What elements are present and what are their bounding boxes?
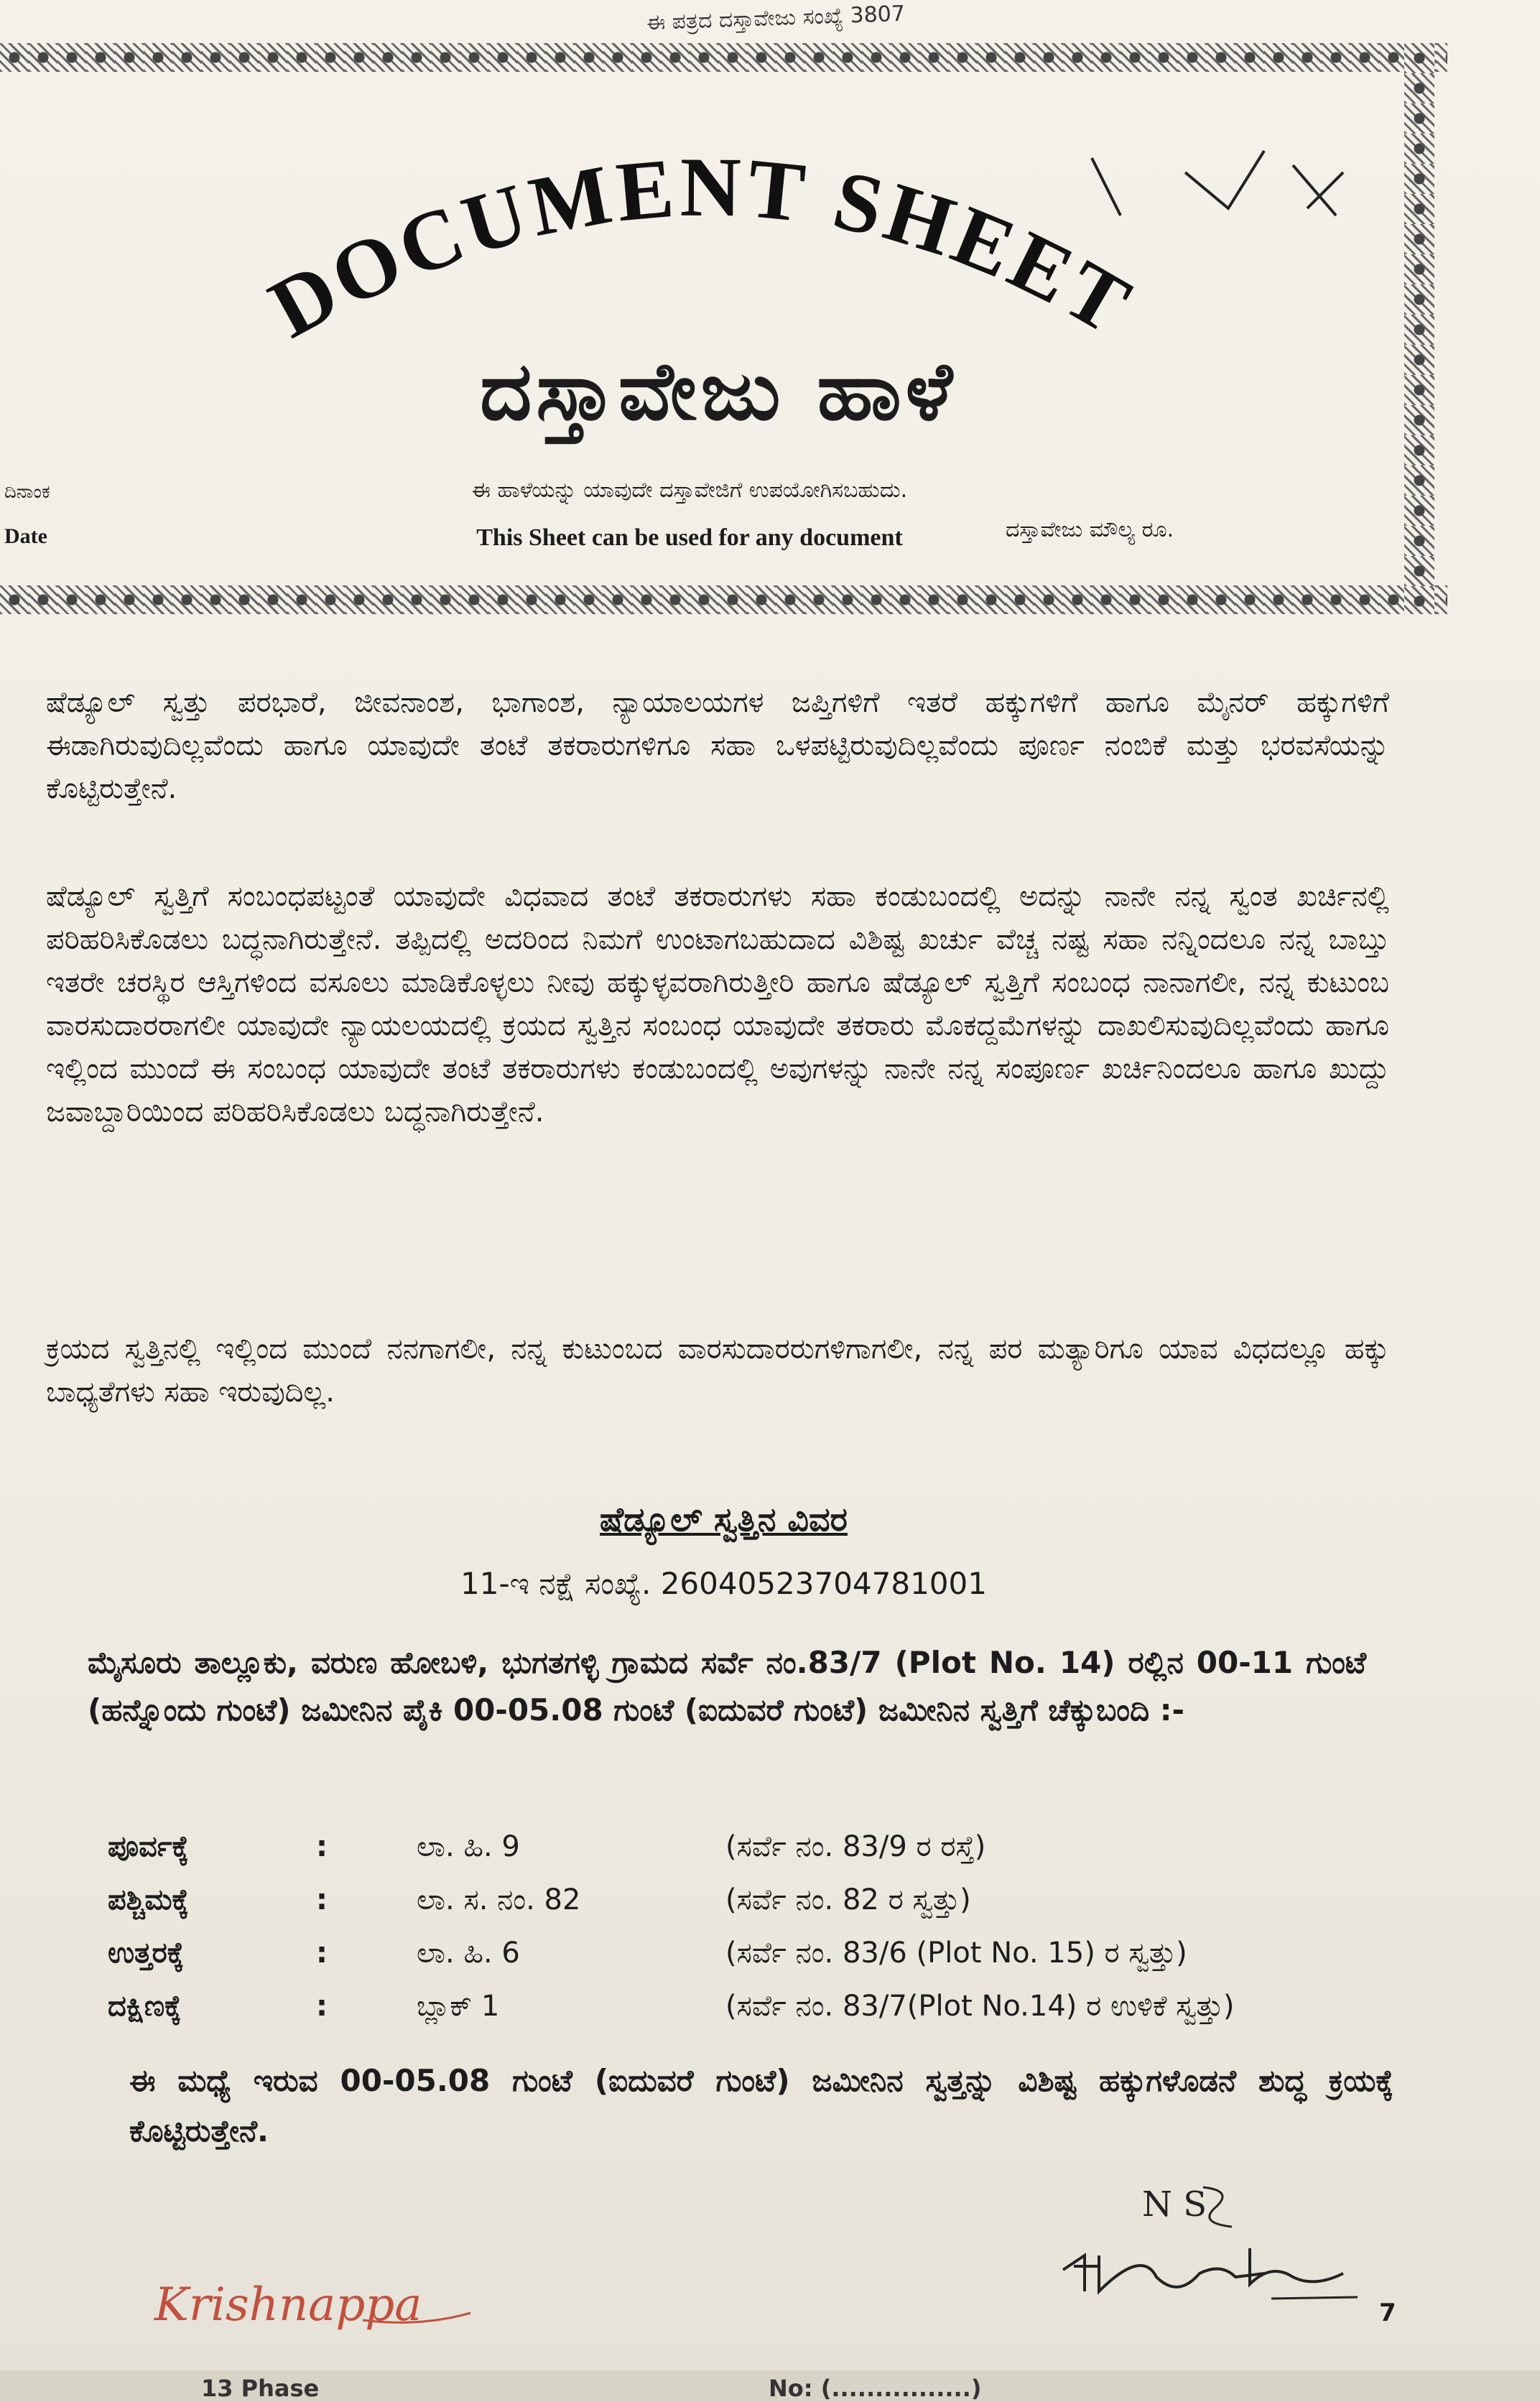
boundary-colon: : [316, 1937, 328, 1970]
boundary-note: (ಸರ್ವೆ ನಂ. 83/9 ರ ರಸ್ತೆ) [725, 1830, 986, 1863]
signature-left [147, 2263, 485, 2342]
handwritten-tick-marks [1077, 129, 1350, 230]
date-label-kn: ದಿನಾಂಕ [4, 481, 50, 503]
title-kn: ದಸ್ತಾವೇಜು ಹಾಳೆ [480, 345, 957, 438]
date-label-en: Date [4, 524, 47, 548]
initials-text: N S [1142, 2184, 1207, 2225]
boundary-value: ಲಾ. ಹಿ. 6 [417, 1937, 520, 1970]
boundary-value: ಬ್ಲಾಕ್ 1 [417, 1990, 500, 2023]
boundary-direction: ಉತ್ತರಕ್ಕೆ [108, 1937, 185, 1970]
boundary-colon: : [316, 1883, 328, 1916]
signature-left-text: Krishnappa [154, 2278, 422, 2332]
boundary-value: ಲಾ. ಹಿ. 9 [417, 1830, 520, 1863]
bottom-label-right: No: (................) [769, 2375, 982, 2402]
title-en: DOCUMENT SHEET [254, 139, 1149, 356]
subtitle-kn: ಈ ಹಾಳೆಯನ್ನು ಯಾವುದೇ ದಸ್ತಾವೇಜಿಗೆ ಉಪಯೋಗಿಸಬಹುದು. [471, 478, 908, 503]
boundary-direction: ಪಶ್ಚಿಮಕ್ಕೆ [108, 1883, 189, 1916]
closing-statement [129, 2056, 1393, 2156]
boundary-colon: : [316, 1830, 328, 1863]
paragraph-3-text: ಕ್ರಯದ ಸ್ವತ್ತಿನಲ್ಲಿ ಇಲ್ಲಿಂದ ಮುಂದೆ ನನಗಾಗಲೀ, ನನ್ನ ಕುಟುಂಬದ ವಾರಸುದಾರರುಗಳಿಗಾಗಲೀ, ನನ್ನ ಪರ ಮತ್ಯಾರಿಗೂ ಯಾವ ವಿಧದಲ್ಲೂ ಹಕ್ಕು ಬಾಧ್ಯತೆಗಳು ಸಹಾ ಇರುವುದಿಲ್ಲ. [46, 1332, 1389, 1409]
boundary-note: (ಸರ್ವೆ ನಂ. 83/6 (Plot No. 15) ರ ಸ್ವತ್ತು) [725, 1937, 1187, 1970]
schedule-title: ಷೆಡ್ಯೂಲ್ ಸ್ವತ್ತಿನ ವಿವರ [600, 1500, 848, 1539]
paragraph-1 [46, 681, 1389, 810]
boundary-row [108, 1830, 1401, 1883]
paragraph-2 [46, 875, 1389, 1133]
paragraph-2-text: ಷೆಡ್ಯೂಲ್ ಸ್ವತ್ತಿಗೆ ಸಂಬಂಧಪಟ್ಟಂತೆ ಯಾವುದೇ ವಿಧವಾದ ತಂಟೆ ತಕರಾರುಗಳು ಸಹಾ ಕಂಡುಬಂದಲ್ಲಿ ಅದನ್ನು ನಾನೇ ನನ್ನ ಸ್ವಂತ ಖರ್ಚಿನಲ್ಲಿ ಪರಿಹರಿಸಿಕೊಡಲು ಬದ್ಧನಾಗಿರುತ್ತೇನೆ. ತಪ್ಪಿದಲ್ಲಿ ಅದರಿಂದ ನಿಮಗೆ ಉಂಟಾಗಬಹುದಾದ ವಿಶಿಷ್ಟ ಖರ್ಚು ವೆಚ್ಚ ನಷ್ಟ ಸಹಾ ನನ್ನಿಂದಲೂ ನನ್ನ ಬಾಬ್ತು ಇತರೇ ಚರಸ್ಥಿರ ಆಸ್ತಿಗಳಿಂದ ವಸೂಲು ಮಾಡಿಕೊಳ್ಳಲು ನೀವು ಹಕ್ಕುಳ್ಳವರಾಗಿರುತ್ತೀರಿ ಹಾಗೂ ಷೆಡ್ಯೂಲ್ ಸ್ವತ್ತಿಗೆ ಸಂಬಂಧ ನಾನಾಗಲೀ, ನನ್ನ ಕುಟುಂಬ ವಾರಸುದಾರರಾಗಲೀ ಯಾವುದೇ ನ್ಯಾಯಲಯದಲ್ಲಿ ಕ್ರಯದ ಸ್ವತ್ತಿನ ಸಂಬಂಧ ಯಾವುದೇ ತಕರಾರು ಮೊಕದ್ದಮೆಗಳನ್ನು ದಾಖಲಿಸುವುದಿಲ್ಲವೆಂದು ಹಾಗೂ ಇಲ್ಲಿಂದ ಮುಂದೆ ಈ ಸಂಬಂಧ ಯಾವುದೇ ತಂಟೆ ತಕರಾರುಗಳು ಕಂಡುಬಂದಲ್ಲಿ ಅವುಗಳನ್ನು ನಾನೇ ನನ್ನ ಸಂಪೂರ್ಣ ಖರ್ಚಿನಿಂದಲೂ ಹಾಗೂ ಖುದ್ದು ಜವಾಬ್ದಾರಿಯಿಂದ ಪರಿಹರಿಸಿಕೊಡಲು ಬದ್ಧನಾಗಿರುತ್ತೇನೆ. [46, 880, 1389, 1128]
sketch-number: 11-ಇ ನಕ್ಷೆ ಸಂಖ್ಯೆ. 26040523704781001 [460, 1566, 987, 1601]
boundary-value: ಲಾ. ಸ. ನಂ. 82 [417, 1883, 581, 1916]
schedule-description [88, 1639, 1366, 1734]
schedule-description-text: ಮೈಸೂರು ತಾಲ್ಲೂಕು, ವರುಣ ಹೋಬಳಿ, ಭುಗತಗಳ್ಳಿ ಗ್ರಾಮದ ಸರ್ವೆ ನಂ.83/7 (Plot No. 14) ರಲ್ಲಿನ 00-11 ಗುಂಟೆ (ಹನ್ನೊಂದು ಗುಂಟೆ) ಜಮೀನಿನ ಪೈಕಿ 00-05.08 ಗುಂಟೆ (ಐದುವರೆ ಗುಂಟೆ) ಜಮೀನಿನ ಸ್ವತ್ತಿಗೆ ಚೆಕ್ಕುಬಂದಿ :- [88, 1645, 1366, 1728]
boundary-note: (ಸರ್ವೆ ನಂ. 83/7(Plot No.14) ರ ಉಳಿಕೆ ಸ್ವತ್ತು) [725, 1990, 1235, 2023]
closing-statement-text: ಈ ಮಧ್ಯೆ ಇರುವ 00-05.08 ಗುಂಟೆ (ಐದುವರೆ ಗುಂಟೆ) ಜಮೀನಿನ ಸ್ವತ್ತನ್ನು ವಿಶಿಷ್ಟ ಹಕ್ಕುಗಳೊಡನೆ ಶುದ್ಧ ಕ್ರಯಕ್ಕೆ ಕೊಟ್ಟಿರುತ್ತೇನೆ. [129, 2063, 1393, 2148]
bottom-label-left: 13 Phase [201, 2375, 320, 2402]
initials-signature [1135, 2169, 1243, 2234]
boundary-row [108, 1883, 1401, 1937]
top-handwritten-note: ಈ ಪತ್ರದ ದಸ್ತಾವೇಜು ಸಂಖ್ಯೆ 3807 [646, 1, 906, 36]
boundary-colon: : [316, 1990, 328, 2023]
boundary-row [108, 1990, 1401, 2043]
boundary-direction: ದಕ್ಷಿಣಕ್ಕೆ [108, 1990, 182, 2023]
header-frame [0, 43, 1447, 618]
boundary-row [108, 1937, 1401, 1990]
boundaries-table [108, 1830, 1401, 2043]
svg-text:DOCUMENT SHEET [255, 140, 1149, 356]
boundary-note: (ಸರ್ವೆ ನಂ. 82 ರ ಸ್ವತ್ತು) [725, 1883, 971, 1916]
paragraph-1-text: ಷೆಡ್ಯೂಲ್ ಸ್ವತ್ತು ಪರಭಾರೆ, ಜೀವನಾಂಶ, ಭಾಗಾಂಶ, ನ್ಯಾಯಾಲಯಗಳ ಜಪ್ತಿಗಳಿಗೆ ಇತರೆ ಹಕ್ಕುಗಳಿಗೆ ಹಾಗೂ ಮೈನರ್ ಹಕ್ಕುಗಳಿಗೆ ಈಡಾಗಿರುವುದಿಲ್ಲವೆಂದು ಹಾಗೂ ಯಾವುದೇ ತಂಟೆ ತಕರಾರುಗಳಿಗೂ ಸಹಾ ಒಳಪಟ್ಟಿರುವುದಿಲ್ಲವೆಂದು ಪೂರ್ಣ ನಂಬಿಕೆ ಮತ್ತು ಭರವಸೆಯನ್ನು ಕೊಟ್ಟಿರುತ್ತೇನೆ. [46, 686, 1389, 805]
value-label: ದಸ್ತಾವೇಜು ಮೌಲ್ಯ ರೂ. [1006, 517, 1174, 542]
page-number: 7 [1379, 2299, 1396, 2327]
boundary-direction: ಪೂರ್ವಕ್ಕೆ [108, 1830, 189, 1863]
subtitle-en: This Sheet can be used for any document [476, 524, 903, 551]
paragraph-3 [46, 1327, 1389, 1414]
signature-right [1056, 2234, 1372, 2306]
